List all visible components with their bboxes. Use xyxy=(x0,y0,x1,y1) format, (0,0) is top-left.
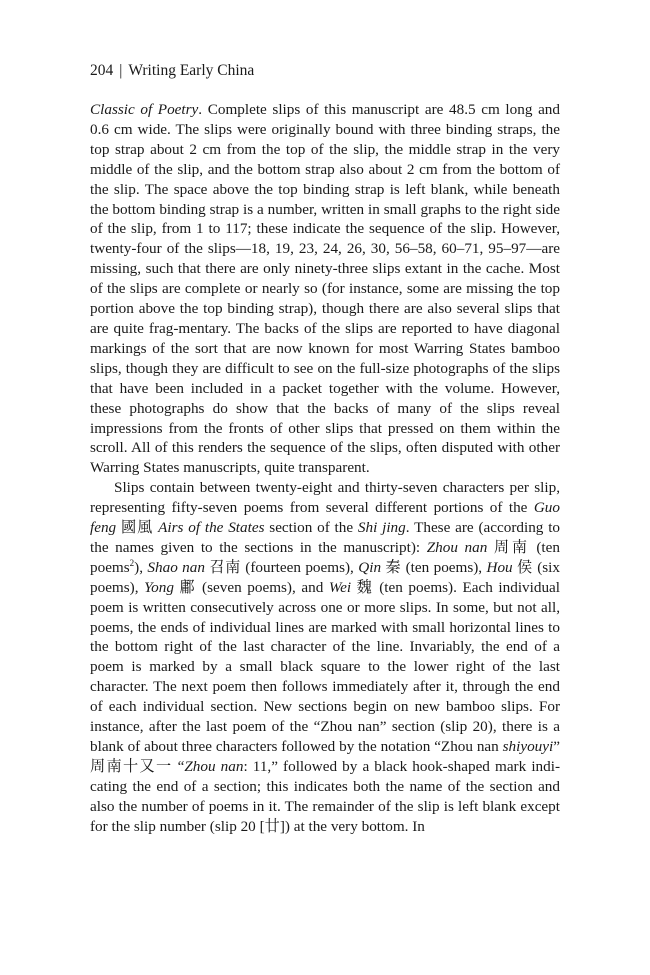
paragraph-1-text: . Complete slips of this manuscript are 48.5 cm long and 0.6 cm wide. The slips were originally bound with three binding straps, the top strap about 2 cm from the top of the slip, the middle strap in the very middle of the slip, and the bottom strap also about 2 cm from the bottom of the slip. The space above the top binding strap is left blank, while beneath the bottom binding strap is a number, written in small graphs to the right side of the slip, from 1 to 117; these indicate the sequence of the slip. However, twenty-four of the slips—18, 19, 23, 24, 26, 30, 56–58, 60–71, 95–97—are missing, such that there are only ninety-three slips extant in the cache. Most of the slips are complete or nearly so (for instance, some are missing the top portion above the top binding strap), though there are also several slips that are quite frag-mentary. The backs of the slips are reported to have diagonal markings of the sort that are now known for most Warring States bamboo slips, though they are difficult to see on the full-size photographs of the slips that have been included in a packet together with the volume. However, these photographs do show that the backs of many of the slips reveal impressions from the fronts of other slips that pressed on them within the scroll. All of this renders the sequence of the slips, often disputed with other Warring States manuscripts, quite transparent. xyxy=(90,101,560,477)
p2-italic-shao-nan: Shao nan xyxy=(147,558,205,576)
paragraph-2 xyxy=(90,478,560,836)
p2-text-5: 周南 (ten poems xyxy=(90,538,560,576)
p2-italic-shiyouyi: shiyouyi xyxy=(502,738,554,755)
paragraph-1 xyxy=(90,100,560,478)
p2-italic-hou: Hou xyxy=(486,558,513,576)
p2-text-8: 秦 (ten poems), xyxy=(381,558,487,576)
p2-text-6: ), xyxy=(134,558,148,576)
page-number: 204 xyxy=(90,62,114,79)
p2-text-12: ” 周南十又一 “ xyxy=(90,738,560,775)
body-text xyxy=(90,100,560,837)
footnote-marker: 2 xyxy=(129,557,135,568)
p2-italic-wei: Wei xyxy=(328,578,352,596)
p2-italic-qin: Qin xyxy=(358,558,382,576)
p2-italic-airs-of-the-states: Airs of the States xyxy=(158,519,265,537)
p2-italic-zhou-nan-2: Zhou nan xyxy=(184,757,244,775)
running-head xyxy=(90,60,560,82)
p2-text-10: 鄘 (seven poems), and xyxy=(173,578,329,596)
p2-text-11: 魏 (ten poems). Each individual poem is written consecutively across one or more slips. In some, but not all, poems, the ends of individual lines are marked with small horizontal lines to the bottom right of the last character of the line. Invariably, the end of a poem is marked by a small black square to the lower right of the last character. The next poem then follows immediately after it, through the end of each individual section. New sections begin on new bamboo slips. For instance, after the last poem of the “Zhou nan” section (slip 20), there is a blank of about three characters followed by the notation “Zhou nan xyxy=(90,578,561,755)
p2-text-4: . These are (according to the names given to the sections in the manuscript): xyxy=(90,519,561,556)
p2-text-13: : 11,” followed by a black hook-shaped mark indi-cating the end of a section; this indicates both the name of the section and also the number of poems in it. The remainder of the slip is left blank except for the slip number (slip 20 [廿]) at the very bottom. In xyxy=(90,757,560,835)
p2-text-2: 國風 xyxy=(116,519,159,537)
book-page xyxy=(90,60,560,837)
p2-text-3: section of the xyxy=(264,519,358,537)
p2-italic-yong: Yong xyxy=(144,578,174,596)
p2-italic-shi-jing: Shi jing xyxy=(357,519,406,537)
p2-italic-guo-feng: Guo feng xyxy=(90,499,560,537)
p2-text-7: 召南 (fourteen poems), xyxy=(204,558,359,576)
header-separator: | xyxy=(119,62,123,79)
p2-italic-zhou-nan: Zhou nan xyxy=(426,538,488,556)
book-title-italic: Classic of Poetry xyxy=(90,101,199,118)
running-title: Writing Early China xyxy=(128,62,255,79)
p2-text-1: Slips contain between twenty-eight and thirty-seven characters per slip, representing fifty-seven poems from several different portions of the xyxy=(90,479,560,517)
p2-text-9: 侯 (six poems), xyxy=(90,558,560,596)
